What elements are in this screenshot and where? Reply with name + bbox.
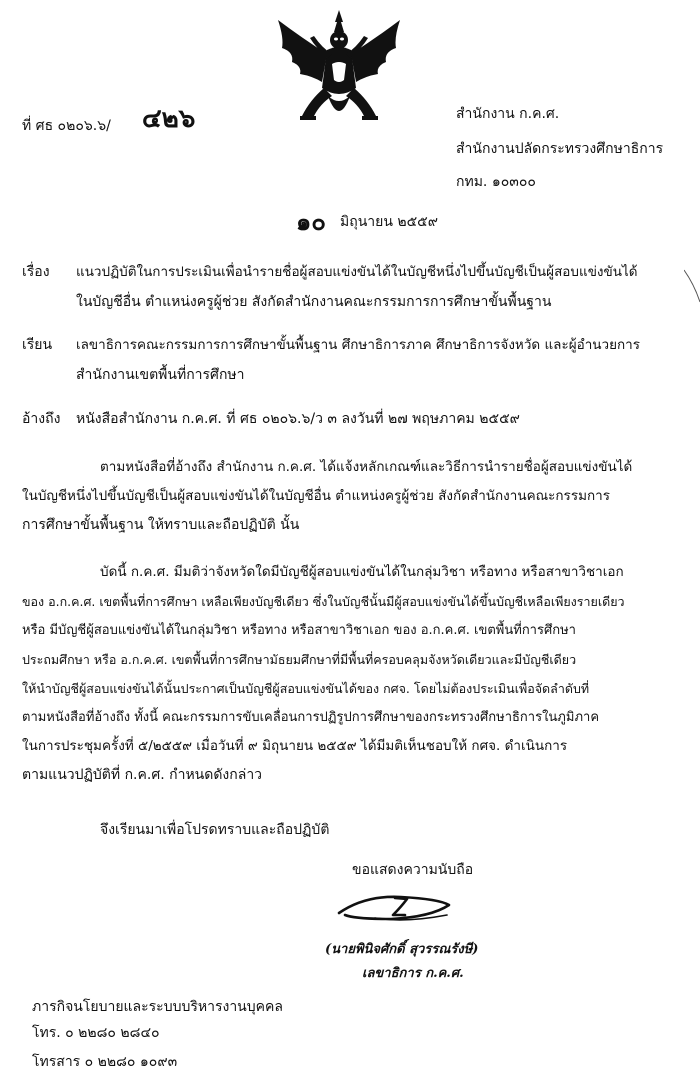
office-line-1: สำนักงาน ก.ค.ศ.	[456, 106, 560, 122]
footer-phone: โทร. ๐ ๒๒๘๐ ๒๘๔๐	[32, 1025, 160, 1041]
closing-salutation: ขอแสดงความนับถือ	[352, 862, 474, 878]
footer-fax: โทรสาร ๐ ๒๒๘๐ ๑๐๙๓	[32, 1054, 178, 1070]
reference-number: ที่ ศธ ๐๒๐๖.๖/	[22, 118, 111, 134]
paragraph-2-line-4: ประถมศึกษา หรือ อ.ก.ค.ศ. เขตพื้นที่การศึกษามัธยมศึกษาที่มีพื้นที่ครอบคลุมจังหวัดเดียวและมีบัญชีเดียว	[22, 652, 577, 667]
paragraph-2-line-6: ตามหนังสือที่อ้างถึง ทั้งนี้ คณะกรรมการขับเคลื่อนการปฏิรูปการศึกษาของกระทรวงศึกษาธิการในภูมิภาค	[22, 710, 600, 725]
subject-line-1: แนวปฏิบัติในการประเมินเพื่อนำรายชื่อผู้สอบแข่งขันได้ในบัญชีหนึ่งไปขึ้นบัญชีเป็นผู้สอบแข่งขันได้	[76, 264, 638, 280]
signatory-position: เลขาธิการ ก.ค.ศ.	[362, 966, 464, 981]
body-paragraph-2	[22, 558, 678, 790]
signatory-name: (นายพินิจศักดิ์ สุวรรณรังษี)	[325, 942, 479, 957]
reference-number-handwritten: ๔๒๖	[142, 104, 196, 134]
paragraph-2-line-5: ให้นำบัญชีผู้สอบแข่งขันได้นั้นประกาศเป็นบัญชีผู้สอบแข่งขันได้ของ กศจ. โดยไม่ต้องประเมินเพื่อจัดลำดับที่	[22, 681, 590, 696]
paragraph-2-line-8: ตามแนวปฏิบัติที่ ก.ค.ศ. กำหนดดังกล่าว	[22, 767, 263, 783]
body-paragraph-1	[22, 453, 678, 540]
paragraph-2-line-1: บัดนี้ ก.ค.ศ. มีมติว่าจังหวัดใดมีบัญชีผู้สอบแข่งขันได้ในกลุ่มวิชา หรือทาง หรือสาขาวิชาเอก	[100, 564, 624, 580]
paragraph-2-line-2: ของ อ.ก.ค.ศ. เขตพื้นที่การศึกษา เหลือเพียงบัญชีเดียว ซึ่งในบัญชีนั้นมีผู้สอบแข่งขันได้ขึ้นบัญชีเหลือเพียงรายเดียว	[22, 594, 625, 609]
garuda-emblem-icon	[272, 8, 406, 128]
office-line-3: กทม. ๑๐๓๐๐	[456, 174, 536, 190]
paragraph-1-line-1: ตามหนังสือที่อ้างถึง สำนักงาน ก.ค.ศ. ได้แจ้งหลักเกณฑ์และวิธีการนำรายชื่อผู้สอบแข่งขันได้	[100, 459, 633, 475]
closing-request: จึงเรียนมาเพื่อโปรดทราบและถือปฏิบัติ	[100, 822, 330, 838]
paragraph-2-line-3: หรือ มีบัญชีผู้สอบแข่งขันได้ในกลุ่มวิชา หรือทาง หรือสาขาวิชาเอก ของ อ.ก.ค.ศ. เขตพื้นที่การศึกษา	[22, 623, 576, 638]
paragraph-1-line-3: การศึกษาขั้นพื้นฐาน ให้ทราบและถือปฏิบัติ นั้น	[22, 517, 300, 533]
office-line-2: สำนักงานปลัดกระทรวงศึกษาธิการ	[456, 141, 664, 157]
reference-label: อ้างถึง	[22, 411, 61, 427]
date-day-handwritten: ๑๐	[296, 207, 326, 236]
date-month-year: มิถุนายน ๒๕๕๙	[340, 214, 439, 230]
footer-department: ภารกิจนโยบายและระบบบริหารงานบุคคล	[32, 999, 283, 1015]
addressee-line-1: เลขาธิการคณะกรรมการการศึกษาขั้นพื้นฐาน ศึกษาธิการภาค ศึกษาธิการจังหวัด และผู้อำนวยการ	[76, 337, 641, 353]
handwritten-signature	[335, 885, 455, 925]
scan-edge-mark	[684, 266, 700, 306]
addressee-label: เรียน	[22, 337, 53, 353]
subject-label: เรื่อง	[22, 264, 50, 280]
subject-line-2: ในบัญชีอื่น ตำแหน่งครูผู้ช่วย สังกัดสำนักงานคณะกรรมการการศึกษาขั้นพื้นฐาน	[76, 294, 552, 310]
addressee-line-2: สำนักงานเขตพื้นที่การศึกษา	[76, 367, 245, 383]
paragraph-1-line-2: ในบัญชีหนึ่งไปขึ้นบัญชีเป็นผู้สอบแข่งขันได้ในบัญชีอื่น ตำแหน่งครูผู้ช่วย สังกัดสำนักงานคณะกรรมการ	[22, 488, 610, 504]
paragraph-2-line-7: ในการประชุมครั้งที่ ๕/๒๕๕๙ เมื่อวันที่ ๙ มิถุนายน ๒๕๕๙ ได้มีมติเห็นชอบให้ กศจ. ดำเนินการ	[22, 738, 568, 754]
reference-text: หนังสือสำนักงาน ก.ค.ศ. ที่ ศธ ๐๒๐๖.๖/ว ๓ ลงวันที่ ๒๗ พฤษภาคม ๒๕๕๙	[76, 411, 520, 427]
